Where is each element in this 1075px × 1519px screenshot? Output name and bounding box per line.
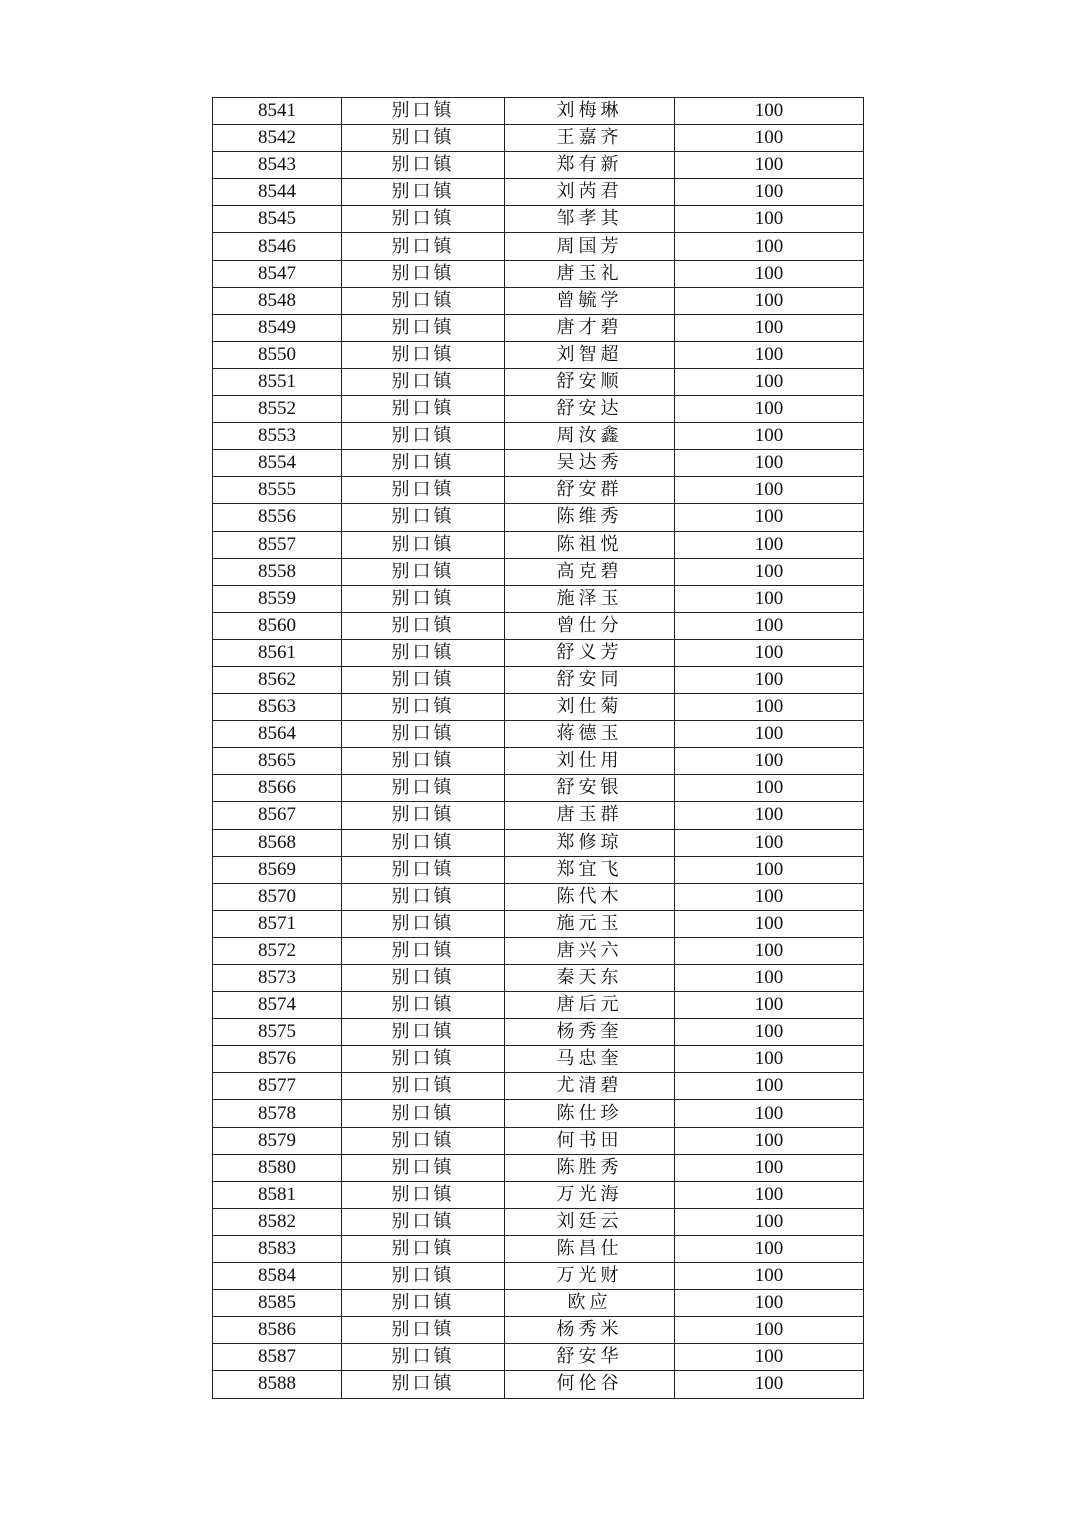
row-number-cell: 8565 <box>213 748 342 775</box>
person-name-cell: 唐玉礼 <box>505 260 675 287</box>
table-row <box>213 1208 864 1235</box>
town-cell: 别口镇 <box>342 775 505 802</box>
amount-cell: 100 <box>675 1127 864 1154</box>
person-name-cell: 何书田 <box>505 1127 675 1154</box>
amount-cell: 100 <box>675 883 864 910</box>
amount-cell: 100 <box>675 856 864 883</box>
town-cell: 别口镇 <box>342 883 505 910</box>
person-name-cell: 唐兴六 <box>505 937 675 964</box>
town-cell: 别口镇 <box>342 450 505 477</box>
town-cell: 别口镇 <box>342 1046 505 1073</box>
table-row <box>213 423 864 450</box>
amount-cell: 100 <box>675 531 864 558</box>
amount-cell: 100 <box>675 585 864 612</box>
amount-cell: 100 <box>675 1208 864 1235</box>
table-row <box>213 450 864 477</box>
person-name-cell: 刘芮君 <box>505 179 675 206</box>
town-cell: 别口镇 <box>342 368 505 395</box>
town-cell: 别口镇 <box>342 1263 505 1290</box>
person-name-cell: 刘梅琳 <box>505 98 675 125</box>
row-number-cell: 8559 <box>213 585 342 612</box>
table-row <box>213 585 864 612</box>
person-name-cell: 万光海 <box>505 1181 675 1208</box>
amount-cell: 100 <box>675 125 864 152</box>
row-number-cell: 8571 <box>213 910 342 937</box>
table-row <box>213 612 864 639</box>
person-name-cell: 施元玉 <box>505 910 675 937</box>
roster-table-body <box>213 98 864 1399</box>
amount-cell: 100 <box>675 260 864 287</box>
row-number-cell: 8579 <box>213 1127 342 1154</box>
row-number-cell: 8550 <box>213 341 342 368</box>
amount-cell: 100 <box>675 504 864 531</box>
row-number-cell: 8575 <box>213 1019 342 1046</box>
table-row <box>213 965 864 992</box>
person-name-cell: 邹孝其 <box>505 206 675 233</box>
person-name-cell: 杨秀米 <box>505 1317 675 1344</box>
person-name-cell: 周汝鑫 <box>505 423 675 450</box>
row-number-cell: 8556 <box>213 504 342 531</box>
table-row <box>213 694 864 721</box>
person-name-cell: 吴达秀 <box>505 450 675 477</box>
table-row <box>213 477 864 504</box>
town-cell: 别口镇 <box>342 477 505 504</box>
person-name-cell: 王嘉齐 <box>505 125 675 152</box>
town-cell: 别口镇 <box>342 694 505 721</box>
town-cell: 别口镇 <box>342 152 505 179</box>
town-cell: 别口镇 <box>342 1127 505 1154</box>
town-cell: 别口镇 <box>342 639 505 666</box>
table-row <box>213 829 864 856</box>
town-cell: 别口镇 <box>342 1208 505 1235</box>
table-row <box>213 1019 864 1046</box>
amount-cell: 100 <box>675 314 864 341</box>
town-cell: 别口镇 <box>342 341 505 368</box>
row-number-cell: 8588 <box>213 1371 342 1398</box>
row-number-cell: 8546 <box>213 233 342 260</box>
person-name-cell: 尤清碧 <box>505 1073 675 1100</box>
table-row <box>213 1290 864 1317</box>
amount-cell: 100 <box>675 287 864 314</box>
person-name-cell: 陈胜秀 <box>505 1154 675 1181</box>
table-row <box>213 287 864 314</box>
town-cell: 别口镇 <box>342 1019 505 1046</box>
person-name-cell: 蒋德玉 <box>505 721 675 748</box>
row-number-cell: 8584 <box>213 1263 342 1290</box>
table-row <box>213 1154 864 1181</box>
amount-cell: 100 <box>675 829 864 856</box>
person-name-cell: 刘仕用 <box>505 748 675 775</box>
row-number-cell: 8585 <box>213 1290 342 1317</box>
person-name-cell: 杨秀奎 <box>505 1019 675 1046</box>
person-name-cell: 唐玉群 <box>505 802 675 829</box>
amount-cell: 100 <box>675 639 864 666</box>
table-row <box>213 558 864 585</box>
amount-cell: 100 <box>675 1371 864 1398</box>
row-number-cell: 8549 <box>213 314 342 341</box>
town-cell: 别口镇 <box>342 937 505 964</box>
table-row <box>213 1344 864 1371</box>
town-cell: 别口镇 <box>342 1100 505 1127</box>
table-row <box>213 639 864 666</box>
person-name-cell: 施泽玉 <box>505 585 675 612</box>
table-row <box>213 531 864 558</box>
row-number-cell: 8557 <box>213 531 342 558</box>
person-name-cell: 舒安达 <box>505 396 675 423</box>
amount-cell: 100 <box>675 748 864 775</box>
table-row <box>213 179 864 206</box>
amount-cell: 100 <box>675 1235 864 1262</box>
table-row <box>213 1181 864 1208</box>
table-row <box>213 341 864 368</box>
town-cell: 别口镇 <box>342 721 505 748</box>
row-number-cell: 8545 <box>213 206 342 233</box>
person-name-cell: 唐才碧 <box>505 314 675 341</box>
table-row <box>213 1127 864 1154</box>
person-name-cell: 郑宜飞 <box>505 856 675 883</box>
row-number-cell: 8577 <box>213 1073 342 1100</box>
row-number-cell: 8572 <box>213 937 342 964</box>
amount-cell: 100 <box>675 802 864 829</box>
amount-cell: 100 <box>675 1290 864 1317</box>
row-number-cell: 8574 <box>213 992 342 1019</box>
person-name-cell: 刘仕菊 <box>505 694 675 721</box>
table-row <box>213 1100 864 1127</box>
amount-cell: 100 <box>675 1073 864 1100</box>
row-number-cell: 8583 <box>213 1235 342 1262</box>
town-cell: 别口镇 <box>342 1290 505 1317</box>
person-name-cell: 陈仕珍 <box>505 1100 675 1127</box>
person-name-cell: 舒安华 <box>505 1344 675 1371</box>
row-number-cell: 8570 <box>213 883 342 910</box>
table-row <box>213 260 864 287</box>
table-row <box>213 396 864 423</box>
amount-cell: 100 <box>675 477 864 504</box>
person-name-cell: 何伦谷 <box>505 1371 675 1398</box>
town-cell: 别口镇 <box>342 314 505 341</box>
table-row <box>213 748 864 775</box>
amount-cell: 100 <box>675 1181 864 1208</box>
amount-cell: 100 <box>675 179 864 206</box>
table-row <box>213 856 864 883</box>
table-row <box>213 937 864 964</box>
town-cell: 别口镇 <box>342 1154 505 1181</box>
amount-cell: 100 <box>675 694 864 721</box>
row-number-cell: 8551 <box>213 368 342 395</box>
table-row <box>213 721 864 748</box>
table-row <box>213 98 864 125</box>
town-cell: 别口镇 <box>342 748 505 775</box>
table-row <box>213 152 864 179</box>
amount-cell: 100 <box>675 450 864 477</box>
town-cell: 别口镇 <box>342 666 505 693</box>
table-row <box>213 910 864 937</box>
row-number-cell: 8563 <box>213 694 342 721</box>
town-cell: 别口镇 <box>342 965 505 992</box>
town-cell: 别口镇 <box>342 1317 505 1344</box>
person-name-cell: 舒安同 <box>505 666 675 693</box>
table-row <box>213 883 864 910</box>
town-cell: 别口镇 <box>342 396 505 423</box>
person-name-cell: 马忠奎 <box>505 1046 675 1073</box>
amount-cell: 100 <box>675 775 864 802</box>
amount-cell: 100 <box>675 910 864 937</box>
person-name-cell: 舒安银 <box>505 775 675 802</box>
person-name-cell: 郑修琼 <box>505 829 675 856</box>
person-name-cell: 曾仕分 <box>505 612 675 639</box>
amount-cell: 100 <box>675 1344 864 1371</box>
person-name-cell: 陈昌仕 <box>505 1235 675 1262</box>
amount-cell: 100 <box>675 152 864 179</box>
person-name-cell: 陈祖悦 <box>505 531 675 558</box>
table-row <box>213 314 864 341</box>
person-name-cell: 秦天东 <box>505 965 675 992</box>
town-cell: 别口镇 <box>342 856 505 883</box>
town-cell: 别口镇 <box>342 612 505 639</box>
town-cell: 别口镇 <box>342 1371 505 1398</box>
row-number-cell: 8554 <box>213 450 342 477</box>
amount-cell: 100 <box>675 721 864 748</box>
row-number-cell: 8555 <box>213 477 342 504</box>
town-cell: 别口镇 <box>342 992 505 1019</box>
table-row <box>213 1073 864 1100</box>
row-number-cell: 8558 <box>213 558 342 585</box>
row-number-cell: 8586 <box>213 1317 342 1344</box>
person-name-cell: 高克碧 <box>505 558 675 585</box>
amount-cell: 100 <box>675 1100 864 1127</box>
town-cell: 别口镇 <box>342 585 505 612</box>
amount-cell: 100 <box>675 341 864 368</box>
row-number-cell: 8547 <box>213 260 342 287</box>
row-number-cell: 8544 <box>213 179 342 206</box>
row-number-cell: 8566 <box>213 775 342 802</box>
town-cell: 别口镇 <box>342 125 505 152</box>
table-row <box>213 368 864 395</box>
amount-cell: 100 <box>675 992 864 1019</box>
row-number-cell: 8581 <box>213 1181 342 1208</box>
amount-cell: 100 <box>675 368 864 395</box>
person-name-cell: 周国芳 <box>505 233 675 260</box>
person-name-cell: 唐后元 <box>505 992 675 1019</box>
town-cell: 别口镇 <box>342 260 505 287</box>
town-cell: 别口镇 <box>342 829 505 856</box>
person-name-cell: 郑有新 <box>505 152 675 179</box>
person-name-cell: 陈维秀 <box>505 504 675 531</box>
person-name-cell: 刘智超 <box>505 341 675 368</box>
row-number-cell: 8580 <box>213 1154 342 1181</box>
town-cell: 别口镇 <box>342 423 505 450</box>
table-row <box>213 802 864 829</box>
table-row <box>213 1371 864 1398</box>
person-name-cell: 刘廷云 <box>505 1208 675 1235</box>
town-cell: 别口镇 <box>342 98 505 125</box>
person-name-cell: 曾毓学 <box>505 287 675 314</box>
person-name-cell: 万光财 <box>505 1263 675 1290</box>
table-row <box>213 1263 864 1290</box>
amount-cell: 100 <box>675 1263 864 1290</box>
amount-cell: 100 <box>675 233 864 260</box>
amount-cell: 100 <box>675 937 864 964</box>
town-cell: 别口镇 <box>342 910 505 937</box>
town-cell: 别口镇 <box>342 1073 505 1100</box>
table-row <box>213 1046 864 1073</box>
table-row <box>213 666 864 693</box>
town-cell: 别口镇 <box>342 287 505 314</box>
row-number-cell: 8552 <box>213 396 342 423</box>
table-row <box>213 233 864 260</box>
row-number-cell: 8560 <box>213 612 342 639</box>
person-name-cell: 舒义芳 <box>505 639 675 666</box>
table-row <box>213 504 864 531</box>
town-cell: 别口镇 <box>342 1344 505 1371</box>
table-row <box>213 992 864 1019</box>
row-number-cell: 8548 <box>213 287 342 314</box>
row-number-cell: 8543 <box>213 152 342 179</box>
town-cell: 别口镇 <box>342 504 505 531</box>
row-number-cell: 8578 <box>213 1100 342 1127</box>
amount-cell: 100 <box>675 558 864 585</box>
town-cell: 别口镇 <box>342 1235 505 1262</box>
amount-cell: 100 <box>675 206 864 233</box>
row-number-cell: 8568 <box>213 829 342 856</box>
row-number-cell: 8573 <box>213 965 342 992</box>
amount-cell: 100 <box>675 1154 864 1181</box>
amount-cell: 100 <box>675 98 864 125</box>
amount-cell: 100 <box>675 1019 864 1046</box>
row-number-cell: 8576 <box>213 1046 342 1073</box>
amount-cell: 100 <box>675 666 864 693</box>
roster-table <box>212 97 864 1399</box>
town-cell: 别口镇 <box>342 531 505 558</box>
row-number-cell: 8587 <box>213 1344 342 1371</box>
town-cell: 别口镇 <box>342 206 505 233</box>
table-row <box>213 775 864 802</box>
row-number-cell: 8582 <box>213 1208 342 1235</box>
person-name-cell: 陈代木 <box>505 883 675 910</box>
town-cell: 别口镇 <box>342 1181 505 1208</box>
town-cell: 别口镇 <box>342 802 505 829</box>
person-name-cell: 舒安顺 <box>505 368 675 395</box>
table-row <box>213 206 864 233</box>
town-cell: 别口镇 <box>342 558 505 585</box>
row-number-cell: 8569 <box>213 856 342 883</box>
row-number-cell: 8561 <box>213 639 342 666</box>
row-number-cell: 8541 <box>213 98 342 125</box>
row-number-cell: 8542 <box>213 125 342 152</box>
amount-cell: 100 <box>675 396 864 423</box>
amount-cell: 100 <box>675 965 864 992</box>
row-number-cell: 8562 <box>213 666 342 693</box>
row-number-cell: 8553 <box>213 423 342 450</box>
person-name-cell: 欧应 <box>505 1290 675 1317</box>
table-row <box>213 125 864 152</box>
amount-cell: 100 <box>675 1317 864 1344</box>
amount-cell: 100 <box>675 1046 864 1073</box>
row-number-cell: 8567 <box>213 802 342 829</box>
table-row <box>213 1235 864 1262</box>
amount-cell: 100 <box>675 423 864 450</box>
row-number-cell: 8564 <box>213 721 342 748</box>
table-row <box>213 1317 864 1344</box>
amount-cell: 100 <box>675 612 864 639</box>
town-cell: 别口镇 <box>342 179 505 206</box>
town-cell: 别口镇 <box>342 233 505 260</box>
person-name-cell: 舒安群 <box>505 477 675 504</box>
